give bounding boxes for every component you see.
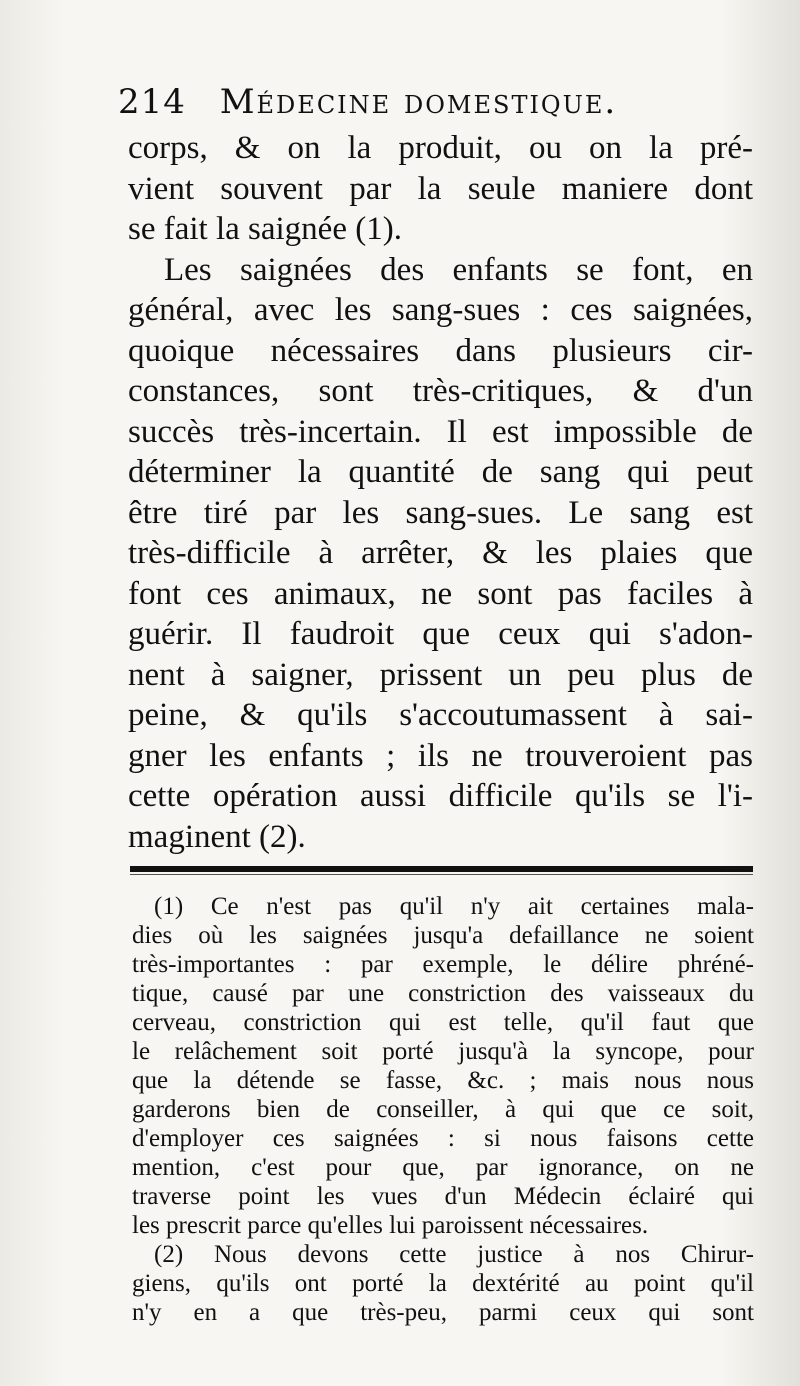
footnote-line: tique, causé par une constriction des vaisseaux du bbox=[132, 980, 754, 1007]
page-number: 214 bbox=[118, 82, 186, 122]
text-line: être tiré par les sang-sues. Le sang est bbox=[128, 494, 753, 531]
footnote-rule-thin bbox=[130, 874, 753, 875]
text-line: constances, sont très-critiques, & d'un bbox=[128, 373, 753, 409]
text-line: gner les enfants ; ils ne trouveroient pas bbox=[128, 737, 753, 774]
text-line: quoique nécessaires dans plusieurs cir- bbox=[128, 332, 753, 369]
text-line: guérir. Il faudroit que ceux qui s'adon- bbox=[128, 616, 753, 652]
text-line: corps, & on la produit, ou on la pré- bbox=[128, 130, 753, 166]
text-line: général, avec les sang-sues : ces saignées, bbox=[128, 292, 753, 328]
text-line: très-difficile à arrêter, & les plaies que bbox=[128, 535, 753, 571]
footnote-line: mention, c'est pour que, par ignorance, on ne bbox=[132, 1154, 754, 1181]
text-line: nent à saigner, prissent un peu plus de bbox=[128, 656, 753, 693]
text-line: se fait la saignée (1). bbox=[128, 211, 402, 247]
text-line: déterminer la quantité de sang qui peut bbox=[128, 454, 753, 490]
running-head bbox=[118, 82, 758, 122]
footnote-line: cerveau, constriction qui est telle, qu'il faut que bbox=[132, 1009, 754, 1036]
text-line: Les saignées des enfants se font, en bbox=[164, 251, 753, 288]
footnote-line: (1) Ce n'est pas qu'il n'y ait certaines mala- bbox=[154, 893, 754, 920]
footnote-line: d'employer ces saignées : si nous faisons cette bbox=[132, 1125, 754, 1152]
text-line: succès très-incertain. Il est impossible de bbox=[128, 413, 753, 450]
text-line: font ces animaux, ne sont pas faciles à bbox=[128, 575, 753, 612]
footnote-line: giens, qu'ils ont porté la dextérité au point qu'il bbox=[132, 1270, 754, 1297]
footnote-rule bbox=[130, 866, 753, 872]
text-line: peine, & qu'ils s'accoutumassent à sai- bbox=[128, 697, 753, 733]
footnote-line: traverse point les vues d'un Médecin éclairé qui bbox=[132, 1183, 754, 1210]
text-line: cette opération aussi difficile qu'ils se l'i- bbox=[128, 778, 753, 814]
footnotes bbox=[132, 892, 754, 1327]
footnote-line: garderons bien de conseiller, à qui que ce soit, bbox=[132, 1096, 754, 1123]
main-text bbox=[128, 128, 753, 857]
footnote-line: dies où les saignées jusqu'a defaillance ne soient bbox=[132, 922, 754, 949]
footnote-line: les prescrit parce qu'elles lui paroissent nécessaires. bbox=[132, 1212, 649, 1239]
footnote-line: (2) Nous devons cette justice à nos Chirur- bbox=[154, 1241, 754, 1268]
text-line: vient souvent par la seule maniere dont bbox=[128, 170, 753, 207]
running-title: Médecine domestique. bbox=[219, 82, 618, 122]
footnote-line: n'y en a que très-peu, parmi ceux qui sont bbox=[132, 1299, 754, 1326]
footnote-line: très-importantes : par exemple, le délire phréné- bbox=[132, 951, 754, 978]
footnote-line: que la détende se fasse, &c. ; mais nous nous bbox=[132, 1067, 754, 1094]
text-line: maginent (2). bbox=[128, 818, 306, 855]
footnote-line: le relâchement soit porté jusqu'à la syncope, pour bbox=[132, 1038, 754, 1065]
